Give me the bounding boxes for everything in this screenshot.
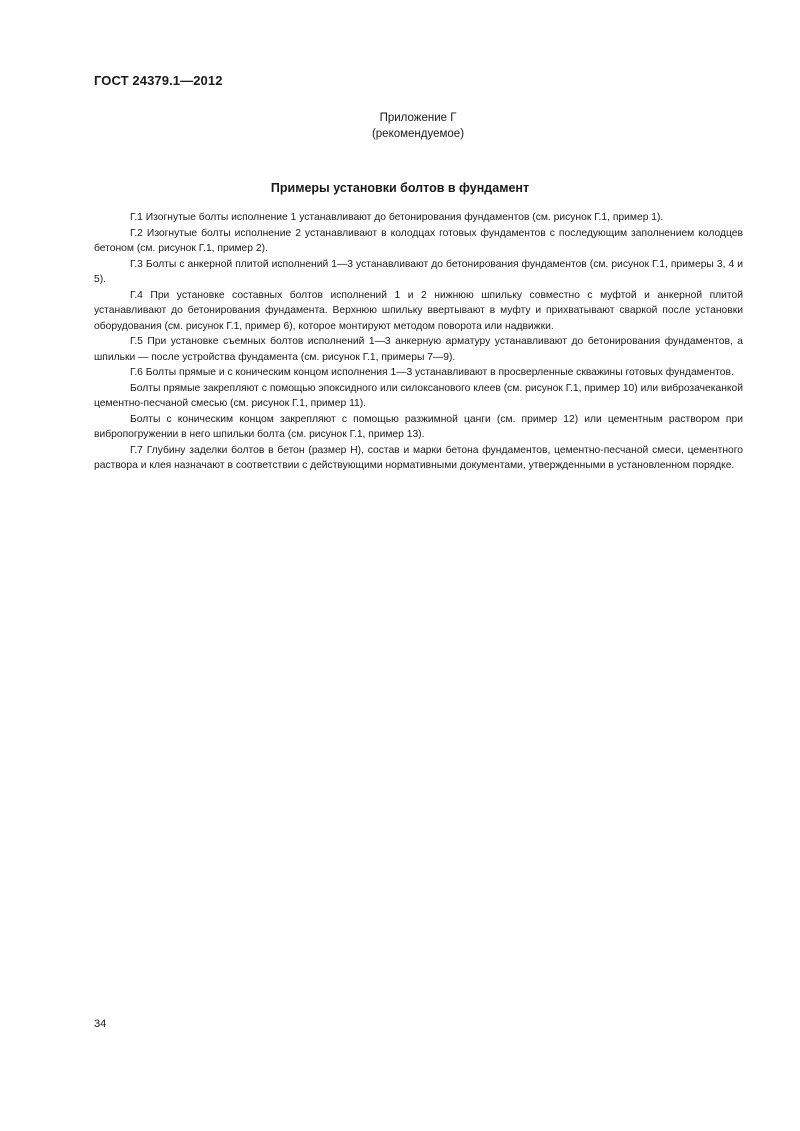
paragraph-g7: Г.7 Глубину заделки болтов в бетон (размер Н), состав и марки бетона фундаментов, цементно-песчаной смеси, цементного раствора и клея назначают в соответствии с действующими нормативными документами, утвержденными в установленном порядке. [94, 444, 743, 471]
paragraph-g1: Г.1 Изогнутые болты исполнение 1 устанавливают до бетонирования фундаментов (см. рисунок Г.1, пример 1). [130, 212, 664, 223]
document-code: ГОСТ 24379.1—2012 [94, 73, 223, 88]
paragraph-g2: Г.2 Изогнутые болты исполнение 2 устанавливают в колодцах готовых фундаментов с последующим заполнением колодцев бетоном (см. рисунок Г.1, пример 2). [94, 227, 743, 254]
appendix-status: (рекомендуемое) [371, 128, 465, 140]
page-number: 34 [94, 1018, 107, 1030]
paragraph-g6: Г.6 Болты прямые и с коническим концом исполнения 1—3 устанавливают в просверленные скважины готовых фундаментов. [130, 367, 734, 378]
appendix-title: Приложение Г [379, 112, 457, 124]
body-text [94, 210, 743, 474]
paragraph-g6-conical-bolts: Болты с коническим концом закрепляют с помощью разжимной цанги (см. пример 12) или цементным раствором при вибропогружении в него шпильки болта (см. рисунок Г.1, пример 13). [94, 413, 743, 440]
paragraph-g5: Г.5 При установке съемных болтов исполнений 1—3 анкерную арматуру устанавливают до бетонирования фундаментов, а шпильки — после устройства фундамента (см. рисунок Г.1, примеры 7—9). [94, 336, 743, 363]
paragraph-g3: Г.3 Болты с анкерной плитой исполнений 1—3 устанавливают до бетонирования фундаментов (см. рисунок Г.1, примеры 3, 4 и 5). [94, 258, 743, 285]
section-title: Примеры установки болтов в фундамент [270, 181, 530, 195]
appendix-heading [0, 110, 800, 142]
paragraph-g4: Г.4 При установке составных болтов исполнений 1 и 2 нижнюю шпильку совместно с муфтой и анкерной плитой устанавливают до бетонирования фундамента. Верхнюю шпильку ввертывают в муфту и прихватывают сваркой после установки оборудования (см. рисунок Г.1, пример 6), которое монтируют методом поворота или надвижки. [94, 289, 743, 332]
paragraph-g6-straight-bolts: Болты прямые закрепляют с помощью эпоксидного или силоксанового клеев (см. рисунок Г.1, пример 10) или виброзачеканкой цементно-песчаной смесью (см. рисунок Г.1, пример 11). [94, 382, 743, 409]
